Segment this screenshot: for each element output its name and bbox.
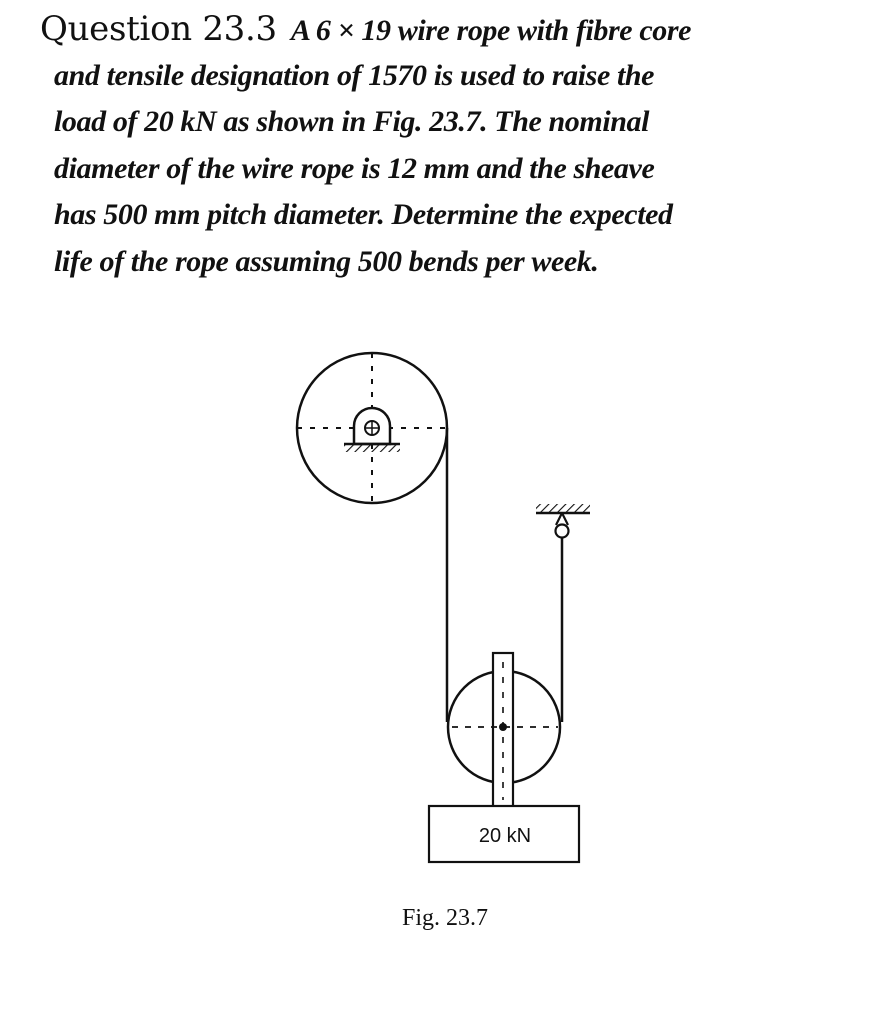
load-block [429,806,579,862]
bearing-bracket-icon [344,408,400,452]
question-line-4: diameter of the wire rope is 12 mm and the sheave [54,151,655,185]
question-line-5: has 500 mm pitch diameter. Determine the expected [54,198,673,231]
question-label: Question 23.3 [40,9,277,49]
ceiling-anchor-icon [536,504,590,538]
ground-hatching [344,444,400,452]
fixed-sheave [297,353,447,503]
question-line-6: life of the rope assuming 500 bends per week. [54,244,599,278]
load-label: 20 kN [478,825,532,847]
question-line-3: load of 20 kN as shown in Fig. 23.7. The nominal [54,105,650,138]
movable-sheave [448,653,560,808]
question-text-line-1: A 6 × 19 wire rope with fibre core [290,14,692,47]
axle-pin-icon [499,723,507,731]
figure-caption: Fig. 23.7 [401,905,489,931]
question-line-2: and tensile designation of 1570 is used to raise the [54,58,655,92]
ceiling-hatching [536,504,590,513]
